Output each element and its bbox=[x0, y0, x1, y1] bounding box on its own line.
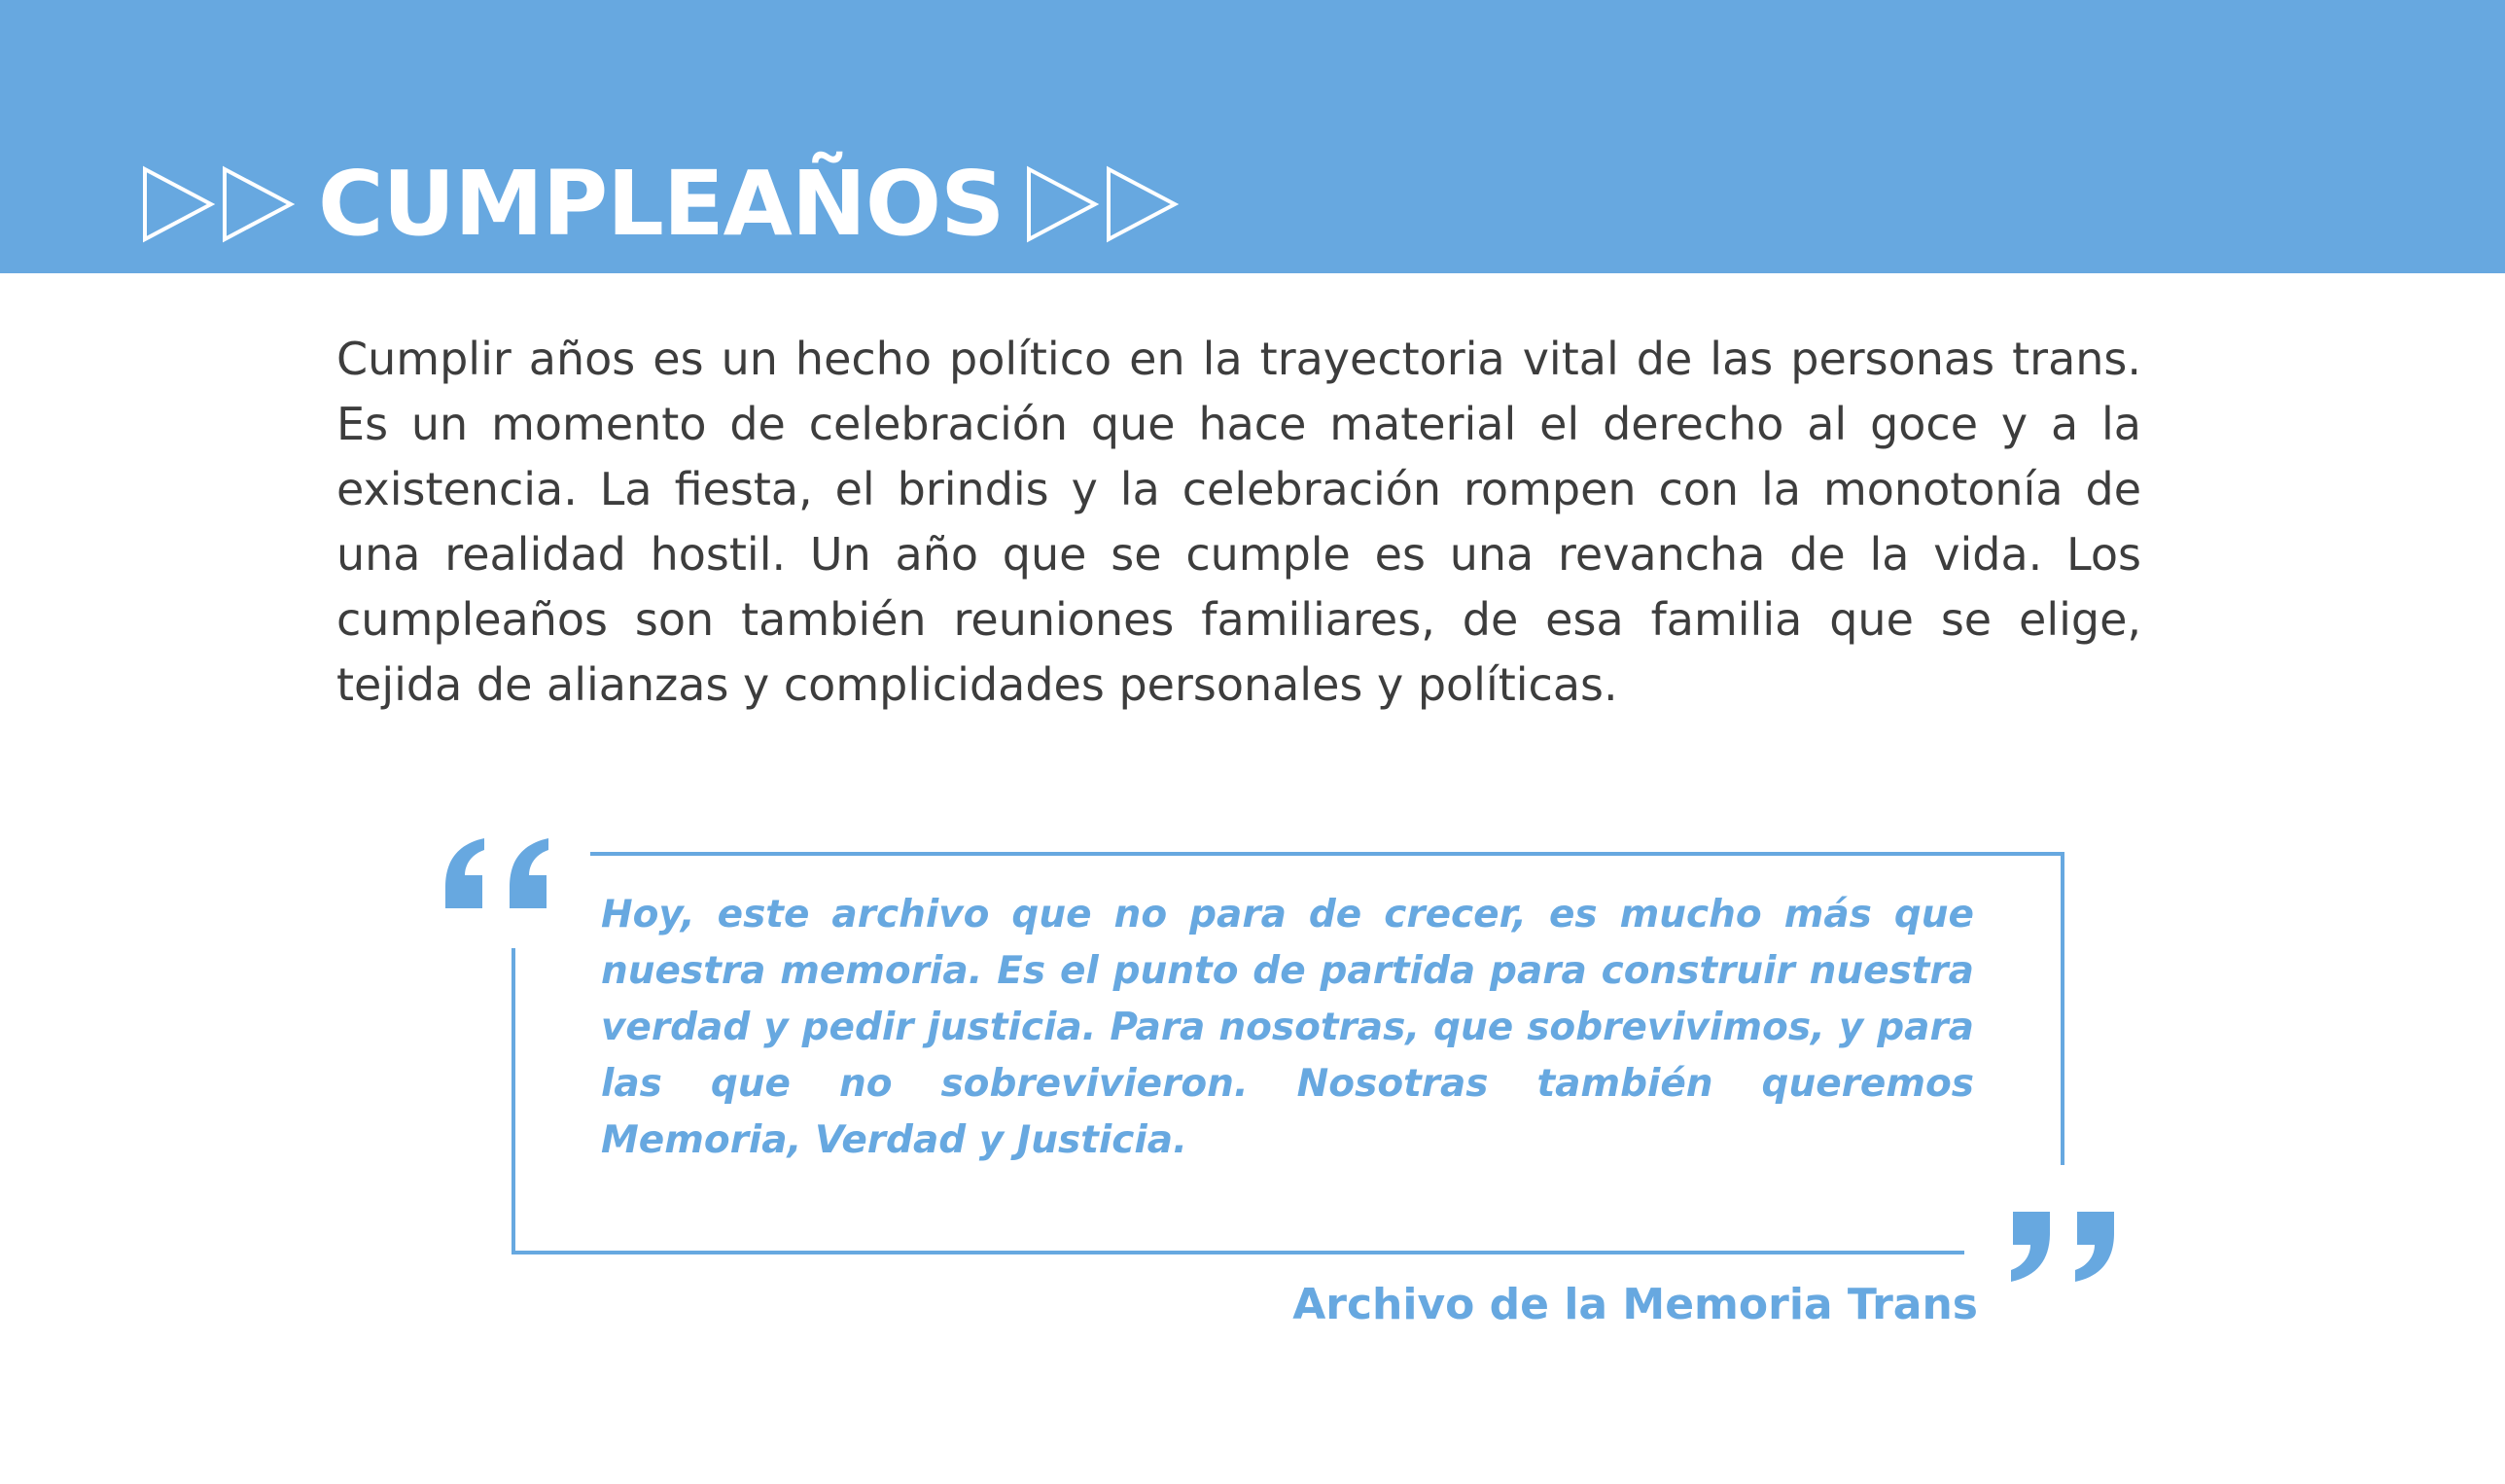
body-paragraph: Cumplir años es un hecho político en la trayectoria vital de las personas trans. Es un momento de celebración que hace material el derecho al goce y a la existencia. La fiesta, el brindis y la celebración rompen con la monotonía de una realidad hostil. Un año que se cumple es una revancha de la vida. Los cumpleaños son también reuniones familiares, de esa familia que se elige, tejida de alianzas y complicidades personales y políticas. bbox=[336, 333, 2141, 711]
quote-text: Hoy, este archivo que no para de crecer, es mucho más que nuestra memoria. Es el punto de partida para construir nuestra verdad y pedir justicia. Para nosotras, que sobrevivimos, y para las que no sobrevivieron. Nosotras también queremos Memoria, Verdad y Justicia. bbox=[601, 893, 1974, 1162]
double-play-right-icon bbox=[1025, 165, 1181, 243]
title-row bbox=[141, 146, 1181, 263]
quote-attribution: Archivo de la Memoria Trans bbox=[1292, 1280, 1978, 1329]
page-title: CUMPLEAÑOS bbox=[318, 152, 1005, 256]
close-quote-icon bbox=[2011, 1212, 2114, 1282]
double-play-left-icon bbox=[141, 165, 297, 243]
open-quote-icon bbox=[445, 838, 548, 908]
